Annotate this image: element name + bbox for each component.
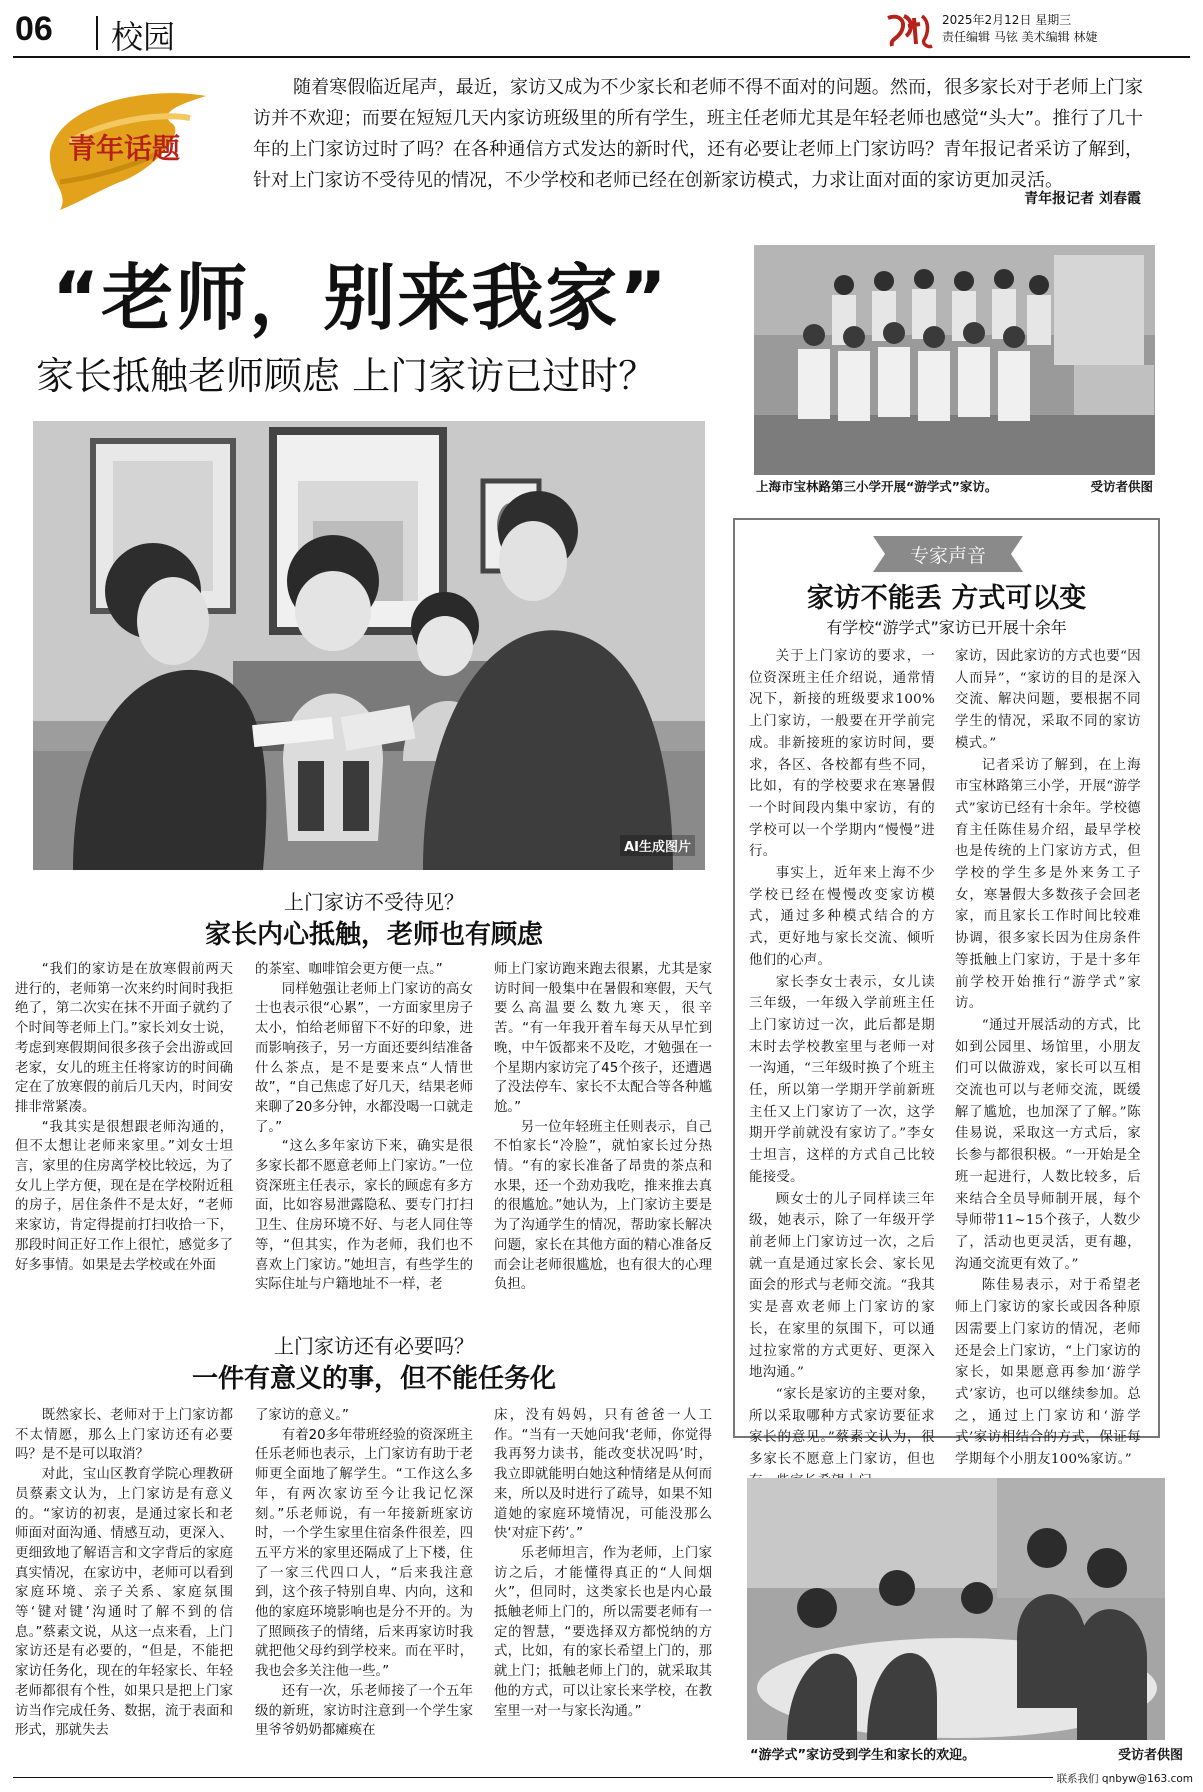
page-number: 06 (15, 10, 53, 48)
footer-contact: 联系我们 qnbyw@163.com (1056, 1773, 1193, 1785)
paragraph: 家访，因此家访的方式也要“因人而异”，“家访的目的是深入交流、解决问题，要根据不同学生的情况，采取不同的家访模式。” (955, 649, 1141, 751)
paragraph: 同样勉强让老师上门家访的高女士也表示很“心累”，一方面家里房子太小，怕给老师留下不好的印象，进而影响孩子，另一方面还要纠结准备什么茶点，是不是要来点“人情世故”，“自己焦虑了好几天，结果老师来聊了20多分钟，水都没喝一口就走了。” (255, 981, 473, 1135)
intro-byline: 青年报记者 刘春霞 (1024, 191, 1141, 207)
badge-text: 青年话题 (67, 132, 181, 165)
section2-column-1 (15, 1406, 233, 1741)
section1-column-2 (255, 960, 473, 1295)
issue-date-block (942, 12, 1097, 46)
group-photo-drawing (754, 245, 1155, 475)
paragraph: 记者采访了解到，在上海市宝林路第三小学，开展“游学式”家访已经有十余年。学校德育主任陈佳易介绍，最早学校也是传统的上门家访方式，但学校的学生多是外来务工子女，寒暑假大多数孩子会回老家，而且家长工作时间比较难协调，很多家长因为住房条件等抵触上门家访，于是十多年前学校开始推行“游学式”家访。 (955, 757, 1141, 1012)
photo-bottom-caption: “游学式”家访受到学生和家长的欢迎。 (750, 1748, 976, 1763)
photo-bottom-credit: 受访者供图 (1117, 1748, 1183, 1763)
section1-column-3 (494, 960, 712, 1295)
main-subheadline: 家长抵触老师顾虑 上门家访已过时？ (36, 354, 657, 398)
paragraph: 事实上，近年来上海不少学校已经在慢慢改变家访模式，通过多种模式结合的方式，更好地与家长交流、倾听他们的心声。 (749, 866, 935, 968)
illustration-caption: AI生成图片 (620, 835, 695, 856)
paragraph: 另一位年轻班主任则表示，自己不怕家长“冷脸”，就怕家长过分热情。“有的家长准备了昂贵的茶点和水果，还一个劲劝我吃，推来推去真的很尴尬。”她认为，上门家访主要是为了沟通学生的情况，帮助家长解决问题，家长在其他方面的精心准备反而会让老师很尴尬，也有很大的心理负担。 (494, 1119, 712, 1293)
activity-photo-drawing (747, 1478, 1165, 1740)
section2-column-3 (494, 1406, 712, 1721)
paragraph: 床，没有妈妈，只有爸爸一人工作。“当有一天她问我‘老师，你觉得我再努力读书，能改变状况吗’时，我立即就能明白她这种情绪是从何而来，所以及时进行了疏导，如果不知道她的家庭环境情况，可能没那么快‘对症下药’。” (494, 1408, 712, 1542)
paragraph: 的茶室、咖啡馆会更方便一点。” (255, 962, 443, 977)
paragraph: 有着20多年带班经验的资深班主任乐老师也表示，上门家访有助于老师更全面地了解学生。“工作这么多年，有两次家访至今让我记忆深刻。”乐老师说，有一年接新班家访时，一个学生家里住宿条件很差，四五平方米的家里还隔成了上下楼，住了一家三代四口人，“后来我注意到，这个孩子特别自卑、内向，这和他的家庭环境影响也是分不开的。为了照顾孩子的情绪，后来再家访时我就把他父母约到学校来。而在平时，我也会多关注他一些。” (255, 1427, 473, 1680)
section1-headline: 家长内心抵触，老师也有顾虑 (204, 920, 543, 950)
intro-paragraph: 随着寒假临近尾声，最近，家访又成为不少家长和老师不得不面对的问题。然而，很多家长对于老师上门家访并不欢迎；而要在短短几天内家访班级里的所有学生，班主任老师尤其是年轻老师也感觉“头大”。推行了几十年的上门家访过时了吗？在各种通信方式发达的新时代，还有必要让老师上门家访吗？青年报记者采访了解到，针对上门家访不受待见的情况，不少学校和老师已经在创新家访模式，力求让面对面的家访更加灵活。 (253, 77, 1143, 191)
paragraph: 师上门家访跑来跑去很累，尤其是家访时间一般集中在暑假和寒假，天气要么高温要么数九寒天，很辛苦。“有一年我开着车每天从早忙到晚，中午饭都来不及吃，才勉强在一个星期内家访完了45个孩子，还遭遇了没法停车、家长不太配合等各种尴尬。” (494, 962, 712, 1115)
expert-column-2 (955, 646, 1141, 1471)
section2-headline: 一件有意义的事，但不能任务化 (191, 1364, 556, 1394)
paragraph: 关于上门家访的要求，一位资深班主任介绍说，通常情况下，新接的班级要求100%上门家访，一般要在开学前完成。非新接班的家访时间，要求，各区、各校都有些不同，比如，有的学校要求在寒暑假一个时间段内集中家访，有的学校可以一个学期内“慢慢”进行。 (749, 649, 935, 860)
paragraph: 乐老师坦言，作为老师，上门家访之后，才能懂得真正的“人间烟火”，但同时，这类家长也是内心最抵触老师上门的，所以需要老师有一定的智慧，“要选择双方都悦纳的方式，比如，有的家长希望上门的，那就上门；抵触老师上门的，就采取其他的方式，可以让家长来学校，在教室里一对一与家长沟通。” (494, 1545, 712, 1719)
section-name: 校园 (111, 18, 176, 56)
paragraph: 既然家长、老师对于上门家访都不太情愿，那么上门家访还有必要吗？是不是可以取消？ (15, 1408, 233, 1463)
section1-column-1 (15, 960, 233, 1275)
section2-column-2 (255, 1406, 473, 1741)
paragraph: “通过开展活动的方式，比如到公园里、场馆里，小朋友们可以做游戏，家长可以互相交流也可以与老师交流，既缓解了尴尬，也加深了了解。”陈佳易说，采取这一方式后，家长参与都很积极。“一开始是全班一起进行，人数比较多，后来结合全员导师制开展，每个导师带11~15个孩子，人数少了，活动也更灵活，更有趣，沟通交流更有效了。” (955, 1017, 1141, 1272)
paragraph: “家长是家访的主要对象，所以采取哪种方式家访要征求家长的意见。”蔡素文认为，很多家长不愿意上门家访，但也 (749, 1386, 935, 1468)
newspaper-logo (884, 10, 934, 52)
expert-title: 家访不能丢 方式可以变 (806, 583, 1087, 614)
page-header (13, 6, 1190, 58)
paragraph: “这么多年家访下来，确实是很多家长都不愿意老师上门家访。”一位资深班主任表示，家长的顾虑有多方面，比如容易泄露隐私、要专门打扫卫生、住房环境不好、与老人同住等等，“但其实，作为老师，我们也不喜欢上门家访。”她坦言，有些学生的实际住址与户籍地址不一样，老 (255, 1139, 473, 1293)
paragraph: “我其实是很想跟老师沟通的，但不太想让老师来家里。”刘女士坦言，家里的住房离学校比较远，为了女儿上学方便，现在是在学校附近租的房子，居住条件不是太好，“老师来家访，肯定得提前打扫收拾一下，那段时间正好工作上很忙，感觉多了好多事情。如果是去学校或在外面 (15, 1119, 233, 1273)
paragraph: 了家访的意义。” (255, 1408, 349, 1423)
issue-date: 2025年2月12日 星期三 (942, 13, 1072, 27)
illustration-drawing (33, 421, 705, 870)
section2-kicker: 上门家访还有必要吗？ (274, 1334, 474, 1358)
header-divider (96, 16, 98, 50)
expert-subtitle: 有学校“游学式”家访已开展十余年 (826, 618, 1067, 637)
paragraph: 顾女士的儿子同样读三年级，她表示，除了一年级开学前老师上门家访过一次，之后就一直是通过家长会、家长见面会的形式与老师交流。“我其实是喜欢老师上门家访的家长，在家里的氛围下，可以通过拉家常的方式更好、更深入地沟通。” (749, 1191, 935, 1381)
expert-column-1 (749, 646, 935, 1492)
paragraph: 还有一次，乐老师接了一个五年级的新班，家访时注意到一个学生家里爷爷奶奶都瘫痪在 (255, 1683, 473, 1739)
youth-topic-badge (40, 82, 208, 214)
group-photo-students (754, 245, 1155, 475)
paragraph: 陈佳易表示，对于希望老师上门家访的家长或因各种原因需要上门家访的情况，老师还是会上门家访，“上门家访的家长，如果愿意再参加‘游学式’家访，也可以继续参加。总之，通过上门家访和‘游学式’家访相结合的方式，保证每学期每个小朋友100%家访。” (955, 1278, 1141, 1468)
paragraph: “我们的家访是在放寒假前两天进行的，老师第一次来约时间时我拒绝了，第二次实在抹不开面子就约了个时间等老师上门。”家长刘女士说，考虑到寒假期间很多孩子会出游或回老家，女儿的班主任将家访的时间确定在了放寒假的前后几天内，时间安排非常紧凑。 (15, 962, 233, 1115)
paragraph: 家长李女士表示，女儿读三年级，一年级入学前班主任上门家访过一次，此后都是期末时去学校教室里与老师一对一沟通，“三年级时换了个班主任，所以第一学期开学前新班主任又上门家访了一次，这学期开学前就没有家访了。”李女士坦言，这样的方式自己比较能接受。 (749, 974, 935, 1185)
footer-rule (13, 1777, 1053, 1778)
section1-kicker: 上门家访不受待见？ (284, 890, 464, 914)
paragraph: 对此，宝山区教育学院心理教研员蔡素文认为，上门家访是有意义的。“家访的初衷，是通过家长和老师面对面沟通、情感互动，更深入、更细致地了解语言和文字背后的家庭真实情况，在家访中，老师可以看到家庭环境、亲子关系、家庭氛围等‘键对键’沟通时了解不到的信息。”蔡素文说，从这一点来看，上门家访还是有必要的，“但是，不能把家访任务化，现在的年轻家长、年轻老师都很有个性，如果只是把上门家访当作完成任务、数据，流于表面和形式，那就失去 (15, 1467, 233, 1739)
home-visit-illustration (33, 421, 705, 870)
activity-photo (747, 1478, 1165, 1740)
editors-credit: 责任编辑 马铉 美术编辑 林婕 (942, 30, 1098, 44)
photo-top-credit: 受访者供图 (1090, 479, 1153, 494)
expert-banner-text: 专家声音 (909, 545, 987, 567)
expert-voice-banner (873, 532, 1023, 576)
main-headline: “老师，别来我家” (52, 256, 669, 340)
photo-top-caption: 上海市宝林路第三小学开展“游学式”家访。 (756, 479, 998, 494)
